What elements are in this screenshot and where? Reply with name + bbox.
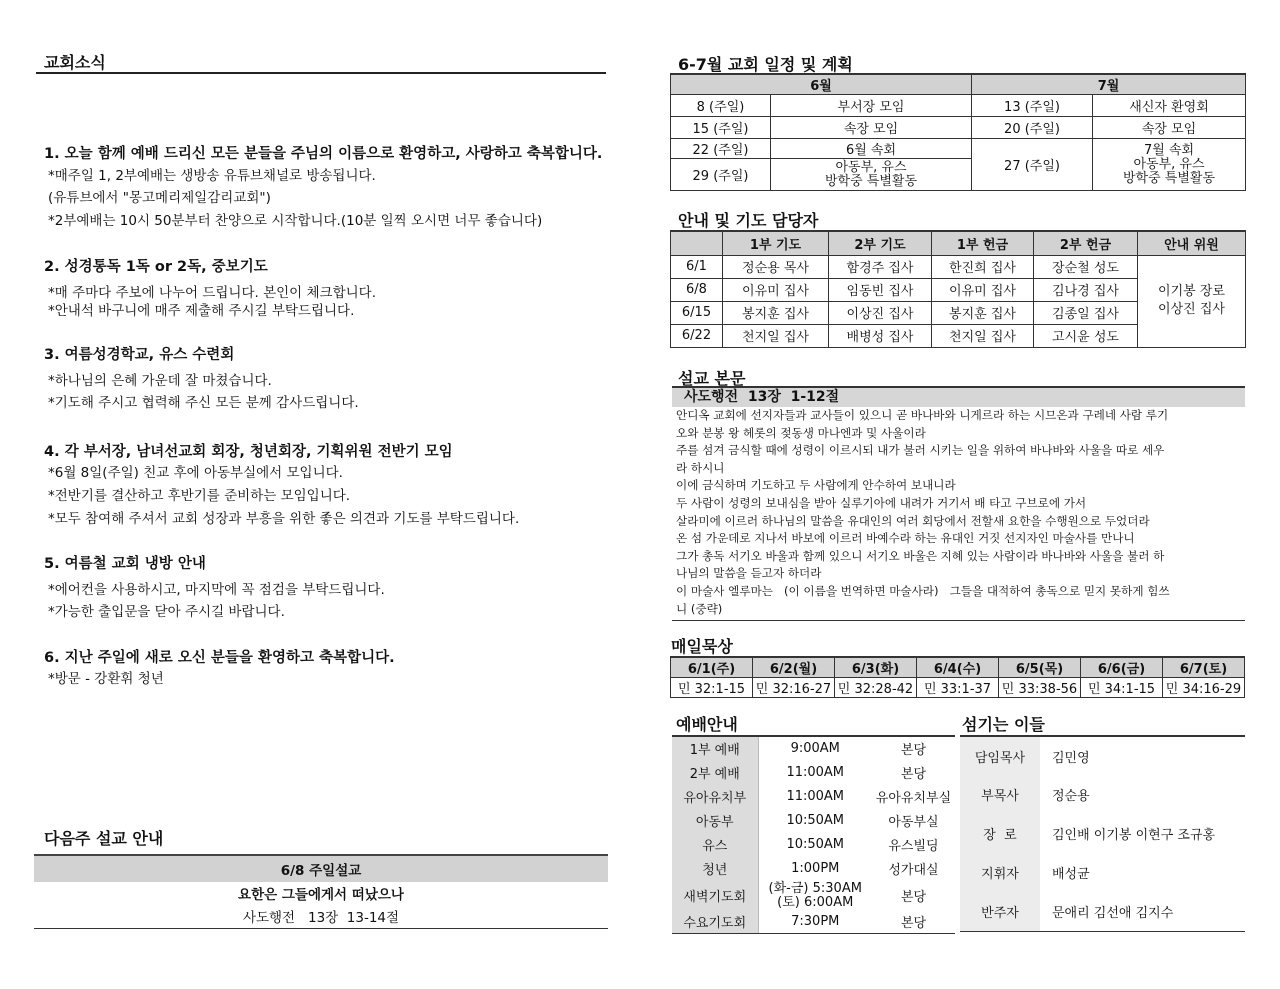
servant-names: 김민영	[1040, 736, 1245, 775]
news-item-line: *2부예배는 10시 50분부터 찬양으로 시작합니다.(10분 일찍 오시면 너무 좋습니다)	[48, 213, 543, 229]
worship-row	[672, 736, 955, 760]
worship-row	[672, 911, 955, 933]
servant-names: 김인배 이기봉 이현구 조규홍	[1052, 828, 1216, 843]
news-item-line: *가능한 출입문을 닫아 주시길 바랍니다.	[48, 604, 285, 620]
worship-place: 본당	[872, 911, 955, 933]
news-item-title: 4. 각 부서장, 남녀선교회 회장, 청년회장, 기획위원 전반기 모임	[44, 444, 453, 460]
sermon-text	[672, 407, 1245, 618]
servant-row	[960, 736, 1245, 775]
worship-place: 본당	[900, 890, 927, 905]
daily-day: 6/3(화)	[835, 657, 917, 678]
servant-role: 부목사	[960, 775, 1040, 814]
worship-table	[672, 735, 955, 934]
news-item-line: *기도해 주시고 협력해 주신 모든 분께 감사드립니다.	[48, 395, 359, 411]
daily-title: 매일묵상	[671, 637, 733, 656]
prayer-cell: 정순용 목사	[723, 255, 829, 278]
prayer-cell: 이상진 집사	[829, 301, 932, 324]
prayer-cell: 한진희 집사	[932, 255, 1034, 278]
next-sermon-table	[34, 854, 608, 929]
schedule-event: 6월 속회	[771, 139, 972, 159]
daily-reading: 민 33:1-37	[917, 678, 999, 698]
prayer-table	[670, 230, 1246, 348]
usher-cell: 이기봉 장로 이상진 집사	[1138, 255, 1246, 347]
prayer-cell: 장순철 성도	[1034, 255, 1138, 278]
servants-title: 섬기는 이들	[962, 715, 1045, 734]
worship-place: 아동부실	[888, 814, 939, 830]
schedule-june-header: 6월	[671, 74, 972, 95]
worship-row	[672, 880, 955, 911]
next-sermon-sermon-title: 요한은 그들에게서 떠났으나	[238, 887, 404, 903]
next-sermon-title: 다음주 설교 안내	[44, 829, 164, 848]
prayer-cell: 천지일 집사	[723, 324, 829, 347]
servant-names: 배성균	[1052, 867, 1090, 882]
sermon-line: 나님의 말씀을 듣고자 하더라	[676, 566, 822, 581]
schedule-date: 22 (주일)	[671, 139, 771, 159]
schedule-title: 6-7월 교회 일정 및 계획	[678, 55, 853, 74]
worship-name: 유아유치부	[672, 784, 758, 808]
news-item-line: *모두 참여해 주셔서 교회 성장과 부흥을 위한 좋은 의견과 기도를 부탁드립니다.	[48, 511, 520, 527]
prayer-cell: 김나경 집사	[1034, 278, 1138, 301]
worship-place: 성가대실	[888, 862, 939, 878]
servant-names: 문애리 김선애 김지수	[1040, 892, 1245, 931]
daily-table	[670, 656, 1245, 698]
prayer-cell: 봉지훈 집사	[932, 301, 1034, 324]
news-item-title: 2. 성경통독 1독 or 2독, 중보기도	[44, 259, 268, 275]
schedule-event: 7월 속회 아동부, 유스 방학중 특별활동	[1093, 139, 1246, 191]
servant-names: 정순용	[1052, 789, 1090, 804]
church-news-title: 교회소식	[44, 53, 106, 72]
prayer-date: 6/15	[671, 301, 723, 324]
daily-reading: 민 34:1-15	[1081, 678, 1163, 698]
prayer-header: 1부 기도	[723, 231, 829, 255]
daily-reading: 민 33:38-56	[999, 678, 1081, 698]
worship-row	[672, 808, 955, 832]
prayer-cell: 배병성 집사	[829, 324, 932, 347]
daily-day: 6/7(토)	[1163, 657, 1245, 678]
servant-row	[960, 853, 1245, 892]
prayer-cell: 봉지훈 집사	[723, 301, 829, 324]
schedule-date: 27 (주일)	[972, 139, 1093, 191]
news-item-title: 3. 여름성경학교, 유스 수련회	[44, 347, 235, 363]
news-item-title: 6. 지난 주일에 새로 오신 분들을 환영하고 축복합니다.	[44, 650, 395, 666]
sermon-line: 니 (중략)	[676, 601, 723, 616]
news-item-title: 1. 오늘 함께 예배 드리신 모든 분들을 주님의 이름으로 환영하고, 사랑하고 축복합니다.	[44, 146, 603, 162]
news-item-line: *방문 - 강환휘 청년	[48, 671, 164, 687]
worship-name: 1부 예배	[672, 736, 758, 760]
servant-role: 지휘자	[960, 853, 1040, 892]
prayer-cell: 임동빈 집사	[829, 278, 932, 301]
worship-row	[672, 832, 955, 856]
sermon-line: 이에 금식하며 기도하고 두 사람에게 안수하여 보내니라	[676, 478, 956, 493]
news-item-line: *에어컨을 사용하시고, 마지막에 꼭 점검을 부탁드립니다.	[48, 582, 385, 598]
next-sermon-passage: 사도행전 13장 13-14절	[34, 904, 608, 929]
news-item-line: *매 주마다 주보에 나누어 드립니다. 본인이 체크합니다.	[48, 285, 376, 301]
prayer-header: 2부 헌금	[1034, 231, 1138, 255]
prayer-date: 6/1	[671, 255, 723, 278]
daily-day: 6/6(금)	[1081, 657, 1163, 678]
worship-time: 11:00AM	[786, 764, 845, 780]
daily-reading: 민 32:16-27	[753, 678, 835, 698]
schedule-date: 15 (주일)	[671, 117, 771, 139]
worship-time: 10:50AM	[786, 812, 845, 828]
sermon-line: 살라미에 이르러 하나님의 말씀을 유대인의 여러 회당에서 전할새 요한을 수행원으로 두었더라	[676, 513, 1150, 528]
worship-time: 1:00PM	[791, 860, 840, 876]
sermon-passage: 사도행전 13장 1-12절	[672, 388, 1245, 407]
schedule-date: 20 (주일)	[972, 117, 1093, 139]
worship-name: 청년	[672, 856, 758, 880]
servant-role: 담임목사	[960, 736, 1040, 775]
worship-place: 유아유치부실	[875, 790, 952, 806]
prayer-cell: 고시윤 성도	[1034, 324, 1138, 347]
prayer-cell: 함경주 집사	[829, 255, 932, 278]
sermon-title: 설교 본문	[678, 369, 746, 388]
daily-day: 6/1(주)	[671, 657, 753, 678]
daily-reading: 민 32:1-15	[671, 678, 753, 698]
worship-place: 본당	[872, 736, 955, 760]
schedule-date: 13 (주일)	[972, 95, 1093, 117]
sermon-line: 라 하시니	[676, 460, 725, 475]
news-item-line: *안내석 바구니에 매주 제출해 주시길 부탁드립니다.	[48, 303, 355, 319]
prayer-title: 안내 및 기도 담당자	[678, 211, 819, 230]
worship-row	[672, 760, 955, 784]
schedule-table	[670, 73, 1246, 191]
worship-time: 7:30PM	[758, 911, 872, 933]
news-item-line: *하나님의 은혜 가운데 잘 마쳤습니다.	[48, 373, 272, 389]
worship-name: 아동부	[672, 808, 758, 832]
sermon-line: 두 사람이 성령의 보내심을 받아 실루기아에 내려가 거기서 배 타고 구브로에 가서	[676, 495, 1087, 510]
worship-time: (화-금) 5:30AM (토) 6:00AM	[768, 880, 862, 910]
servant-role: 반주자	[960, 892, 1040, 931]
servant-row	[960, 892, 1245, 931]
worship-name: 2부 예배	[672, 760, 758, 784]
news-item-title: 5. 여름철 교회 냉방 안내	[44, 556, 206, 572]
prayer-date: 6/22	[671, 324, 723, 347]
worship-time: 11:00AM	[786, 788, 845, 804]
sermon-line: 이 마술사 엘루마는 (이 이름을 번역하면 마술사라) 그들을 대적하여 총독으로 믿지 못하게 힘쓰	[676, 583, 1170, 598]
sermon-line: 그가 총독 서기오 바울과 함께 있으니 서기오 바울은 지혜 있는 사람이라 바나바와 사울을 불러 하	[676, 548, 1165, 563]
worship-name: 새벽기도회	[672, 880, 758, 911]
worship-title: 예배안내	[676, 715, 738, 734]
schedule-july-header: 7월	[972, 74, 1246, 95]
prayer-header-blank	[671, 231, 723, 255]
sermon-line: 안디옥 교회에 선지자들과 교사들이 있으니 곧 바나바와 니게르라 하는 시므온과 구레네 사람 루기	[676, 408, 1169, 422]
prayer-cell: 이유미 집사	[723, 278, 829, 301]
daily-reading: 민 34:16-29	[1163, 678, 1245, 698]
prayer-cell: 천지일 집사	[932, 324, 1034, 347]
daily-day: 6/5(목)	[999, 657, 1081, 678]
sermon-line: 주를 섬겨 금식할 때에 성령이 이르시되 내가 불러 시키는 일을 위하여 바나바와 사울을 따로 세우	[676, 443, 1165, 458]
prayer-header: 2부 기도	[829, 231, 932, 255]
prayer-cell: 이유미 집사	[932, 278, 1034, 301]
daily-reading: 민 32:28-42	[835, 678, 917, 698]
news-item-line: *6월 8일(주일) 친교 후에 아동부실에서 모입니다.	[48, 465, 343, 481]
daily-day: 6/2(월)	[753, 657, 835, 678]
worship-place: 유스빌딩	[888, 838, 939, 854]
prayer-header: 1부 헌금	[932, 231, 1034, 255]
servants-table	[960, 735, 1245, 932]
servant-row	[960, 814, 1245, 853]
daily-day: 6/4(수)	[917, 657, 999, 678]
worship-row	[672, 784, 955, 808]
worship-place: 본당	[900, 766, 927, 782]
next-sermon-header: 6/8 주일설교	[34, 855, 608, 882]
sermon-line: 오와 분봉 왕 헤롯의 젖동생 마나엔과 및 사울이라	[676, 425, 926, 440]
schedule-event: 새신자 환영회	[1093, 95, 1246, 117]
schedule-date: 29 (주일)	[671, 159, 771, 191]
worship-time: 9:00AM	[758, 736, 872, 760]
news-item-line: *전반기를 결산하고 후반기를 준비하는 모임입니다.	[48, 488, 351, 504]
schedule-date: 8 (주일)	[671, 95, 771, 117]
prayer-header: 안내 위원	[1138, 231, 1246, 255]
sermon-box	[672, 386, 1245, 621]
news-item-line: *매주일 1, 2부예배는 생방송 유튜브채널로 방송됩니다.	[48, 168, 376, 184]
church-news-rule	[36, 72, 606, 74]
schedule-event: 아동부, 유스 방학중 특별활동	[771, 159, 972, 191]
worship-name: 유스	[672, 832, 758, 856]
servant-role: 장 로	[960, 814, 1040, 853]
worship-time: 10:50AM	[786, 836, 845, 852]
sermon-line: 온 섬 가운데로 지나서 바보에 이르러 바예수라 하는 유대인 거짓 선지자인 마술사를 만나니	[676, 531, 1135, 546]
schedule-event: 속장 모임	[771, 117, 972, 139]
news-item-line: (유튜브에서 "몽고메리제일감리교회")	[48, 190, 271, 206]
schedule-event: 부서장 모임	[771, 95, 972, 117]
prayer-date: 6/8	[671, 278, 723, 301]
prayer-cell: 김종일 집사	[1034, 301, 1138, 324]
worship-row	[672, 856, 955, 880]
schedule-event: 속장 모임	[1093, 117, 1246, 139]
worship-name: 수요기도회	[672, 911, 758, 933]
servant-row	[960, 775, 1245, 814]
